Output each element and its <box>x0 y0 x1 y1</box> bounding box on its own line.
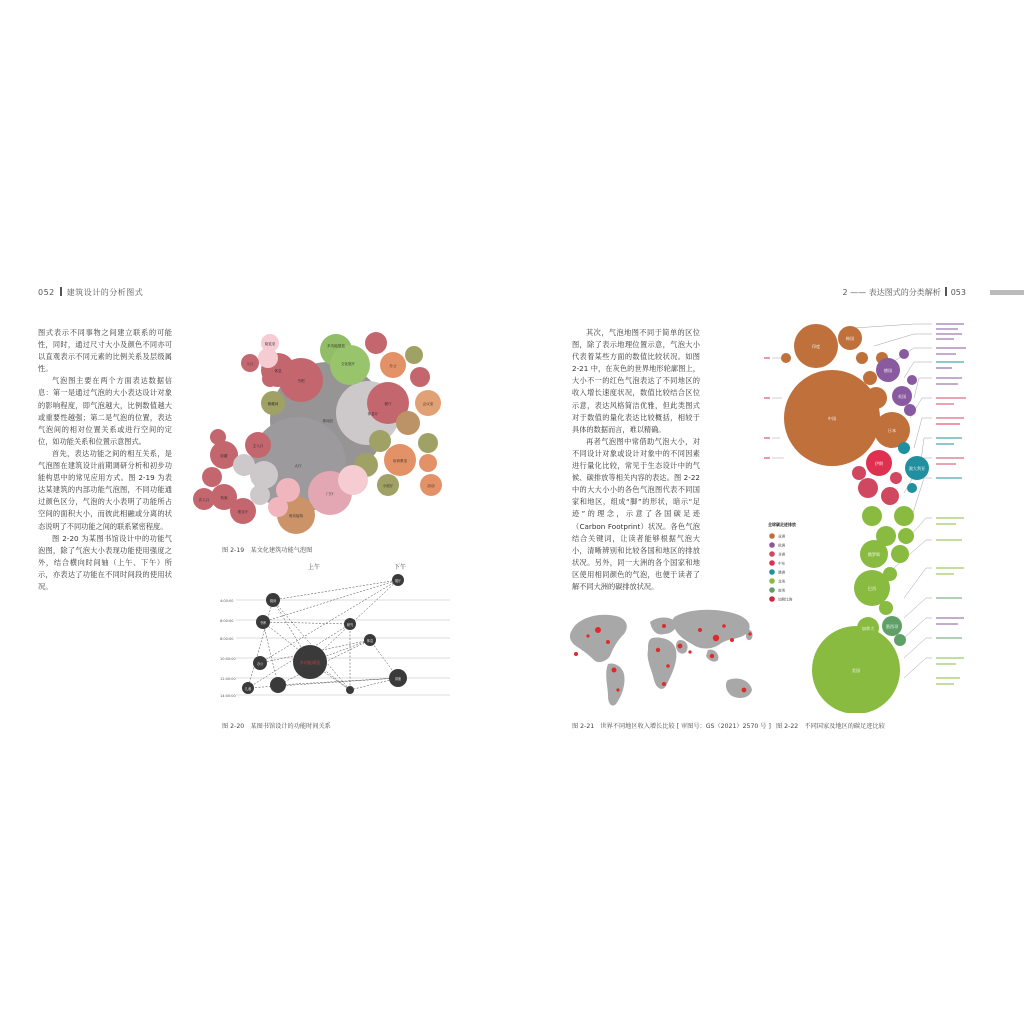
right-page-number: 053 <box>950 288 966 297</box>
header-divider <box>945 287 947 296</box>
legend-item: 北美 <box>778 579 786 584</box>
paragraph: 其次，气泡地图不同于简单的区位图，除了表示地理位置示意，气泡大小代表着某些方面的数值比较状况。如图 2-21 中，在灰色的世界地形轮廓图上，大小不一的红色气泡表达了不同地区的收入增长速度状况，数值比较结合区位示意，表达风格简洁优雅，但此类图式对于数值的量化表达比较概括，相较于具体的数据而言，难以精确。 <box>572 328 700 434</box>
bubble-label: 收藏 <box>220 454 228 458</box>
legend-item: 非洲 <box>778 552 786 557</box>
country-label: 澳大利亚 <box>908 466 926 471</box>
paragraph: 气泡图主要在两个方面表达数据信息：第一是通过气泡的大小表达设计对象的影响程度，即气泡越大，比例数值越大或重要性越强；第二是气泡的位置，表达气泡间的相对位置关系或进行空间的定位，如功能关系和位置示意图式。 <box>38 376 172 446</box>
country-label: 伊朗 <box>874 461 884 466</box>
country-label: 俄罗斯 <box>867 552 881 557</box>
bubble-label: 文化展厅 <box>340 362 356 366</box>
bubble-label: 办公 <box>389 364 397 368</box>
bubble-label: 活动 <box>427 484 435 488</box>
bubble-label: 休息厅 <box>367 412 379 416</box>
legend-item: 亚洲 <box>778 534 786 539</box>
bubble-label: 入口 <box>246 362 254 366</box>
y-tick: 4:00:00 <box>220 599 234 603</box>
header-divider <box>60 287 62 296</box>
y-tick: 14:00:00 <box>220 694 236 698</box>
node-label: 讲座 <box>394 677 402 681</box>
y-tick: 10:00:00 <box>220 657 236 661</box>
paragraph: 图 2-20 为某图书馆设计中的功能气泡图，除了气泡大小表现功能使用强度之外，结合横向时间轴（上午、下午）所示，亦表达了功能在不同时间段的使用状况。 <box>38 533 172 591</box>
bubble-label: 贵宾接待 <box>288 514 304 518</box>
country-label: 英国 <box>897 394 907 399</box>
country-label: 德国 <box>883 368 893 373</box>
figure-2-20-time-network <box>218 560 450 710</box>
node-label: 书库 <box>259 621 267 625</box>
node-label: 阅读 <box>269 599 277 603</box>
right-text-column <box>572 327 700 593</box>
country-label: 美国 <box>851 668 861 673</box>
legend-item: 欧洲 <box>778 543 786 548</box>
figure-caption: 图 2-19 某文化建筑功能气泡图 <box>222 547 313 554</box>
legend-item: 南美 <box>778 588 786 593</box>
left-chapter-title: 建筑设计的分析图式 <box>66 288 144 297</box>
figure-caption: 图 2-20 某图书馆设计的功能时间关系 <box>222 723 331 730</box>
paragraph: 首先，表达功能之间的相互关系，是气泡图在建筑设计前期调研分析和初步功能构思中的常见应用方式。图 2-19 为表达某建筑的内部功能气泡图，不同功能通过颜色区分，气泡的大小表明了功能所占空间的面积大小，而彼此相融或分离的状态说明了不同功能之间的联系紧密程度。 <box>38 448 172 531</box>
bubble-label: 门厅 <box>326 492 334 496</box>
country-label: 墨西哥 <box>885 624 899 629</box>
bubble-label: 阅览室 <box>264 342 276 346</box>
bubble-label: 次入口 <box>198 498 210 502</box>
country-label: 印度 <box>811 344 821 349</box>
bubble-label: 大厅 <box>294 464 302 468</box>
node-label: 儿童 <box>244 687 252 691</box>
bubble-label: 培训教室 <box>392 459 408 463</box>
right-page-header <box>843 287 966 298</box>
y-tick: 12:00:00 <box>220 677 236 681</box>
left-text-column <box>38 327 172 593</box>
axis-label-morning: 上午 <box>308 564 321 571</box>
bubble-label: 报告厅 <box>237 510 249 514</box>
node-label: 展厅 <box>394 579 402 583</box>
country-label: 日本 <box>887 428 897 433</box>
center-node-label: 多功能阅览 <box>299 660 321 665</box>
figure-caption: 图 2-21 世界不同地区收入增长比较 [ 审图号：GS（2021）2570 号 ] <box>572 723 771 730</box>
bubble-label: 休息 <box>274 369 282 373</box>
bubble-label: 主入口 <box>252 444 264 448</box>
country-label: 加拿大 <box>861 626 875 631</box>
figure-caption: 图 2-22 不同国家及地区的碳足迹比较 <box>776 723 885 730</box>
axis-label-afternoon: 下午 <box>394 564 407 571</box>
legend-item: 中东 <box>778 561 786 566</box>
paragraph: 再者气泡图中常借助气泡大小，对不同设计对象或设计对象中的不同因素进行量化比较，常见于生态设计中的气候、碳排放等相关内容的表达。图 2-22 中的大大小小的各色气泡图代表不同国家和地区，组成“脚”的形状，暗示“足迹”的理念，示意了各国碳足迹（Carbon Footprint）状况。各色气泡结合关键词，让读者能够根据气泡大小，清晰辨别和比较各国和地区的排放状况。另外，同一大洲的各个国家和地区使用相同颜色的气泡，也便于读者了解不同大洲的碳排放状况。 <box>572 436 700 591</box>
legend-title: 全球碳足迹排放 <box>768 522 796 527</box>
node-label: 研究 <box>346 623 354 627</box>
paragraph: 图式表示不同事物之间建立联系的可能性，同时，通过尺寸大小及颜色不同亦可以直观表示不同元素的比例关系及层级属性。 <box>38 328 172 374</box>
bubble-label: 书吧 <box>297 379 305 383</box>
bubble-label: 多功能展览 <box>327 344 345 348</box>
figure-2-22-carbon-footprint <box>764 318 986 713</box>
country-label: 巴西 <box>867 586 877 591</box>
bubble-label: 会议室 <box>422 402 434 406</box>
bubble-label: 档案 <box>220 496 228 500</box>
bubble-label: 餐厅 <box>384 402 392 406</box>
right-chapter-title: 2 —— 表达图式的分类解析 <box>842 288 941 297</box>
legend-item: 澳洲 <box>778 570 786 575</box>
bubble-label: 储藏间 <box>267 402 279 406</box>
country-label: 韩国 <box>845 336 855 341</box>
figure-2-21-world-bubble-map <box>568 600 760 710</box>
legend-item: 加勒比海 <box>778 597 793 602</box>
figure-2-19-bubble-diagram <box>188 325 450 540</box>
y-tick: 6:00:00 <box>220 619 234 623</box>
country-label: 中国 <box>827 416 837 421</box>
bubble-label: 小展厅 <box>382 484 394 488</box>
y-tick: 8:00:00 <box>220 637 234 641</box>
page-tab-marker <box>990 290 1024 295</box>
node-label: 办公 <box>256 662 264 666</box>
left-page-header <box>38 287 143 298</box>
bubble-label: 休闲区 <box>322 419 334 423</box>
left-page-number: 052 <box>38 288 55 297</box>
node-label: 休息 <box>366 639 374 643</box>
